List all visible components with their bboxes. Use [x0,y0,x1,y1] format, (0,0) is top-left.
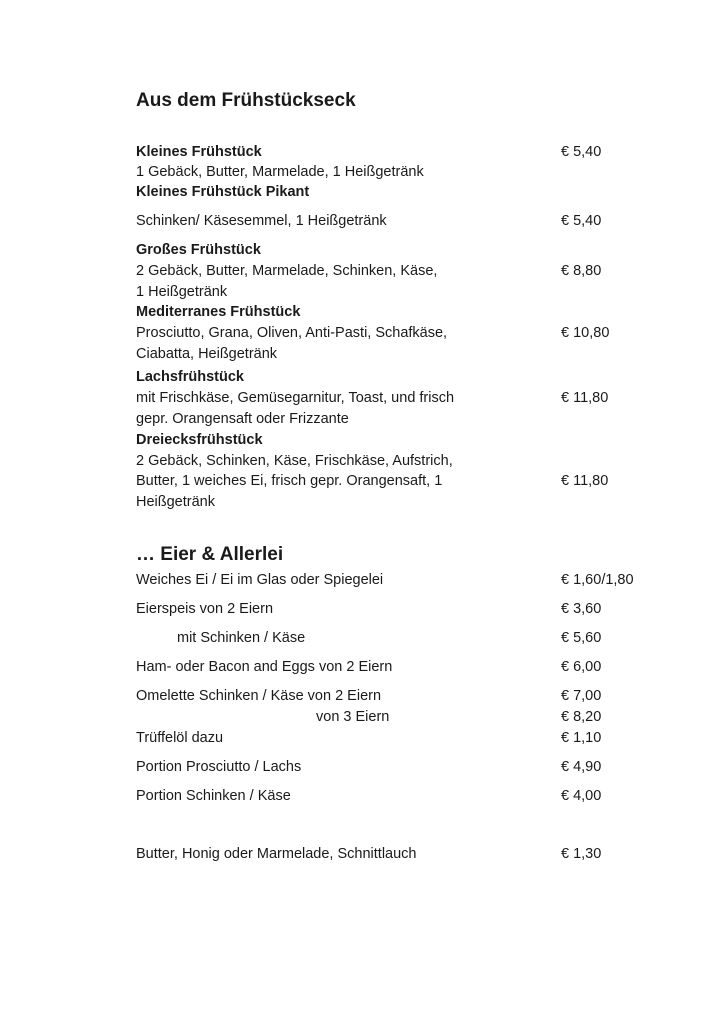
item-name: Butter, Honig oder Marmelade, Schnittlauch [136,846,417,862]
item-price: € 8,80 [561,263,602,279]
item-description: 2 Gebäck, Butter, Marmelade, Schinken, Käse, [136,263,438,279]
item-description: 2 Gebäck, Schinken, Käse, Frischkäse, Aufstrich, [136,453,453,469]
item-name: Eierspeis von 2 Eiern [136,601,274,617]
item-description: gepr. Orangensaft oder Frizzante [136,411,349,427]
item-name: mit Schinken / Käse [177,630,306,646]
item-description: mit Frischkäse, Gemüsegarnitur, Toast, und frisch [136,390,455,406]
item-name: Trüffelöl dazu [136,730,224,746]
item-price: € 1,10 [561,730,602,746]
item-price: € 7,00 [561,688,602,704]
item-price: € 5,40 [561,213,602,229]
item-name: Kleines Frühstück Pikant [136,184,310,200]
item-name: Weiches Ei / Ei im Glas oder Spiegelei [136,572,384,588]
item-price: € 8,20 [561,709,602,725]
section-title-fruehstueckseck: Aus dem Frühstückseck [136,90,356,111]
item-price: € 5,40 [561,144,602,160]
item-description: 1 Heißgetränk [136,284,228,300]
item-price: € 11,80 [561,390,609,406]
item-price: € 3,60 [561,601,602,617]
item-price: € 4,00 [561,788,602,804]
item-name: Portion Schinken / Käse [136,788,291,804]
item-name: Portion Prosciutto / Lachs [136,759,302,775]
item-name: Ham- oder Bacon and Eggs von 2 Eiern [136,659,393,675]
item-description: Ciabatta, Heißgetränk [136,346,278,362]
item-name: Dreiecksfrühstück [136,432,263,448]
item-name: Kleines Frühstück [136,144,262,160]
item-price: € 11,80 [561,473,609,489]
item-name: Omelette Schinken / Käse von 2 Eiern [136,688,382,704]
item-price: € 1,30 [561,846,602,862]
item-name: von 3 Eiern [316,709,390,725]
item-price: € 6,00 [561,659,602,675]
section-title-eier-allerlei: … Eier & Allerlei [136,544,284,565]
item-price: € 1,60/1,80 [561,572,634,588]
item-price: € 4,90 [561,759,602,775]
item-name: Lachsfrühstück [136,369,244,385]
item-description: 1 Gebäck, Butter, Marmelade, 1 Heißgetränk [136,164,424,180]
item-description: Prosciutto, Grana, Oliven, Anti-Pasti, Schafkäse, [136,325,448,341]
item-description: Heißgetränk [136,494,215,510]
item-name: Großes Frühstück [136,242,261,258]
item-price: € 5,60 [561,630,602,646]
item-description: Schinken/ Käsesemmel, 1 Heißgetränk [136,213,387,229]
item-name: Mediterranes Frühstück [136,304,301,320]
item-price: € 10,80 [561,325,610,341]
item-description: Butter, 1 weiches Ei, frisch gepr. Orangensaft, 1 [136,473,443,489]
